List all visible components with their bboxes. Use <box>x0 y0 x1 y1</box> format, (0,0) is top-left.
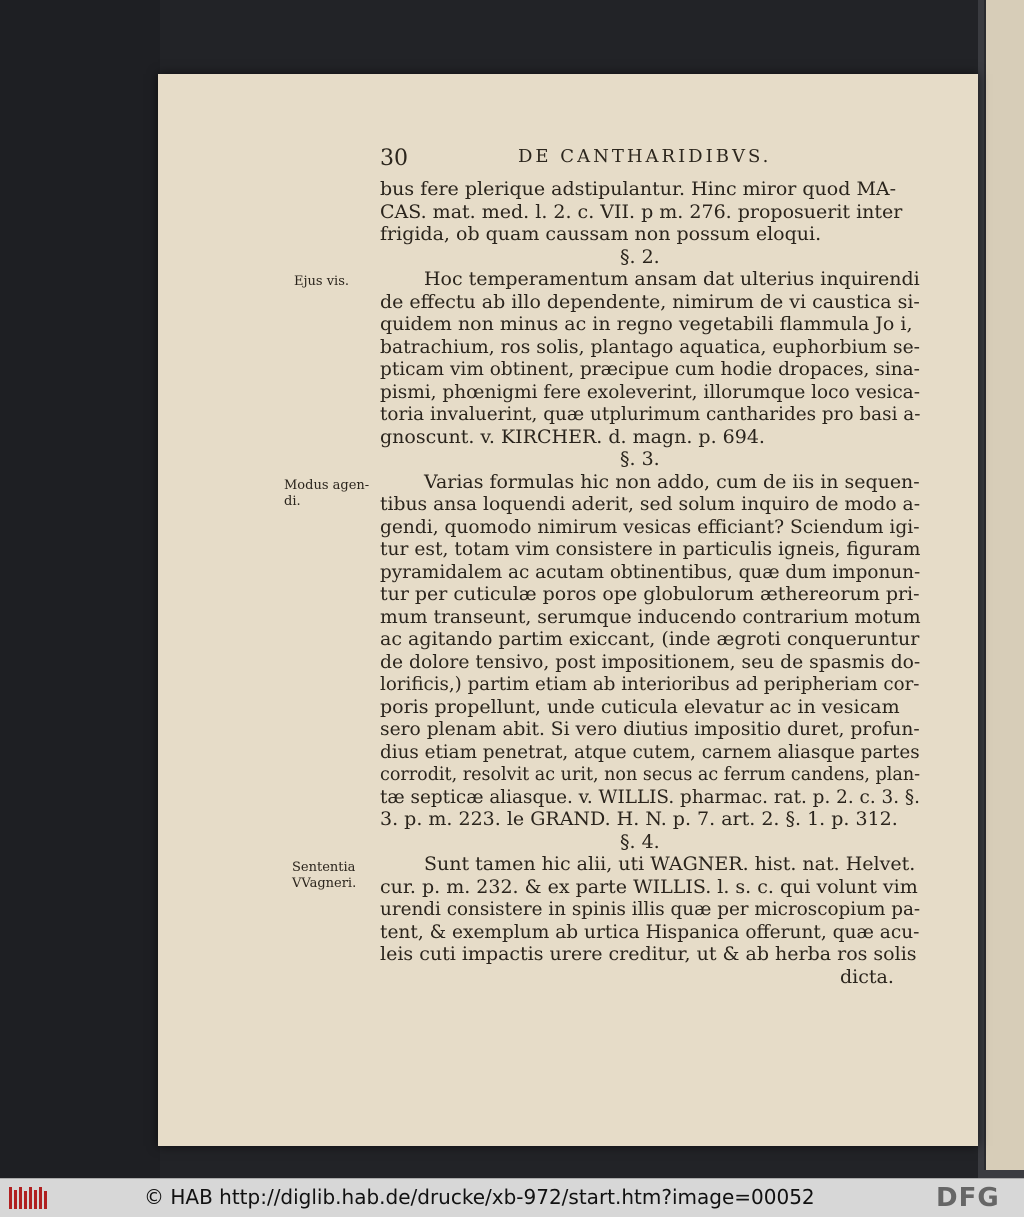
text-line: pticam vim obtinent, præcipue cum hodie dropaces, sina- <box>380 358 920 380</box>
text-line: Varias formulas hic non addo, cum de iis in sequen- <box>424 470 920 493</box>
text-line: dicta. <box>840 965 894 988</box>
text-line: toria invaluerint, quæ utplurimum cantharides pro basi a- <box>380 403 921 425</box>
viewer-background <box>0 0 160 1178</box>
text-line: leis cuti impactis urere creditur, ut & ab herba ros solis <box>380 943 917 965</box>
text-line: bus fere plerique adstipulantur. Hinc miror quod MA- <box>380 178 897 200</box>
hab-logo-icon <box>8 1185 50 1211</box>
text-line: dius etiam penetrat, atque cutem, carnem aliasque partes <box>380 740 920 763</box>
text-line: tur per cuticulæ poros ope globulorum æthereorum pri- <box>380 583 920 605</box>
text-line: de effectu ab illo dependente, nimirum de vi caustica si- <box>380 290 920 313</box>
text-line: tibus ansa loquendi aderit, sed solum inquiro de modo a- <box>380 493 921 515</box>
text-line: tent, & exemplum ab urtica Hispanica offerunt, quæ acu- <box>380 920 920 943</box>
text-line: sero plenam abit. Si vero diutius impositio duret, profun- <box>380 718 920 740</box>
text-line: Hoc temperamentum ansam dat ulterius inquirendi <box>424 268 920 290</box>
running-head: DE CANTHARIDIBVS. <box>518 146 772 167</box>
page-number: 30 <box>380 146 408 171</box>
text-line: mum transeunt, serumque inducendo contrarium motum <box>380 605 921 628</box>
text-line: de dolore tensivo, post impositionem, seu de spasmis do- <box>380 650 921 673</box>
text-line: 3. p. m. 223. le GRAND. H. N. p. 7. art. 2. §. 1. p. 312. <box>380 808 898 830</box>
section-heading: §. 4. <box>620 830 660 853</box>
text-line: gendi, quomodo nimirum vesicas efficiant? Sciendum igi- <box>380 515 920 538</box>
margin-note-sententia: Sententia VVagneri. <box>292 860 357 891</box>
margin-note-modus-agendi: Modus agen- di. <box>284 478 370 509</box>
dfg-logo: DFG <box>936 1183 1000 1213</box>
text-line: corrodit, resolvit ac urit, non secus ac ferrum candens, plan- <box>380 763 921 785</box>
section-heading: §. 3. <box>620 448 660 470</box>
footer-bar <box>0 1178 1024 1217</box>
text-line: urendi consistere in spinis illis quæ per microscopium pa- <box>380 898 921 920</box>
text-line: CAS. mat. med. l. 2. c. VII. p m. 276. proposuerit inter <box>380 200 903 223</box>
text-line: pismi, phœnigmi fere exoleverint, illorumque loco vesica- <box>380 380 920 403</box>
text-line: ac agitando partim exiccant, (inde ægroti conqueruntur <box>380 628 920 650</box>
text-line: tur est, totam vim consistere in particulis igneis, figuram <box>380 538 921 560</box>
book-page <box>158 74 978 1146</box>
footer-copyright-link[interactable]: © HAB http://diglib.hab.de/drucke/xb-972/start.htm?image=00052 <box>144 1185 815 1209</box>
margin-note-ejus-vis: Ejus vis. <box>294 274 350 289</box>
text-line: pyramidalem ac acutam obtinentibus, quæ dum imponun- <box>380 560 921 583</box>
text-line: lorificis,) partim etiam ab interioribus ad peripheriam cor- <box>380 673 920 695</box>
adjacent-page <box>984 0 1024 1170</box>
text-line: frigida, ob quam caussam non possum eloqui. <box>380 223 822 245</box>
text-line: batrachium, ros solis, plantago aquatica, euphorbium se- <box>380 335 920 358</box>
text-line: cur. p. m. 232. & ex parte WILLIS. l. s. c. qui volunt vim <box>380 875 918 898</box>
text-line: tæ septicæ aliasque. v. WILLIS. pharmac. rat. p. 2. c. 3. §. <box>380 785 920 808</box>
text-line: quidem non minus ac in regno vegetabili flammula Jo i, <box>380 313 913 335</box>
text-line: gnoscunt. v. KIRCHER. d. magn. p. 694. <box>380 425 765 448</box>
section-heading: §. 2. <box>620 245 660 268</box>
text-line: poris propellunt, unde cuticula elevatur ac in vesicam <box>380 695 900 718</box>
text-line: Sunt tamen hic alii, uti WAGNER. hist. nat. Helvet. <box>424 853 916 875</box>
